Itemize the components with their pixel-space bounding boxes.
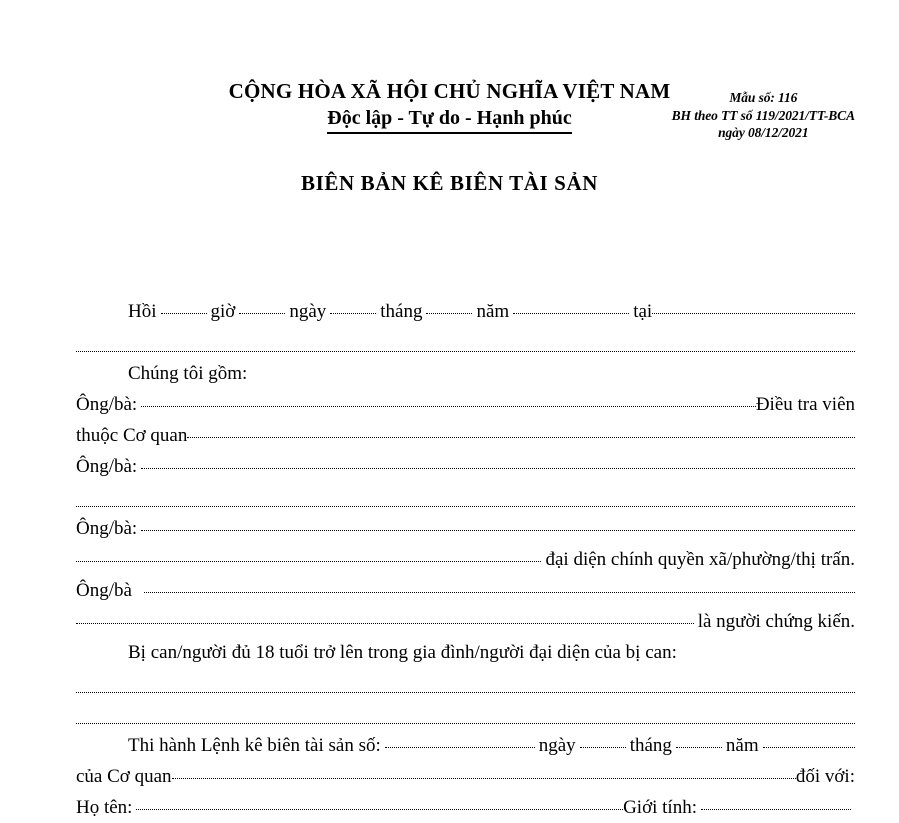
blank-gio[interactable] [161,313,207,314]
blank-gioi-tinh[interactable] [701,809,851,810]
blank-thang[interactable] [330,313,376,314]
label-dai-dien-chinh-quyen: đại diện chính quyền xã/phường/thị trấn. [545,549,855,570]
blank-nam[interactable] [426,313,472,314]
label-ong-ba-2: Ông/bà: [76,456,138,477]
row-witness-label [76,606,855,637]
label-dieu-tra-vien: Điều tra viên [755,394,855,415]
blank-order-nam[interactable] [763,747,855,748]
row-agency [76,420,855,451]
national-motto-text: Độc lập - Tự do - Hạnh phúc [327,105,571,134]
country-name: CỘNG HÒA XÃ HỘI CHỦ NGHĨA VIỆT NAM [228,79,671,103]
label-gio: giờ [210,301,236,322]
label-nam: năm [476,301,510,322]
row-datetime-location [76,296,855,327]
blank-person-2[interactable] [141,468,855,469]
label-ho-ten: Họ tên: [76,797,133,818]
label-doi-voi: đối với: [795,766,855,787]
label-cua-co-quan: của Cơ quan [76,766,172,787]
blank-witness-name[interactable] [144,592,855,593]
row-defendant-heading [76,637,855,668]
blank-agency[interactable] [187,437,855,438]
blank-defendant-2[interactable] [76,699,855,730]
document-title: BIÊN BẢN KÊ BIÊN TÀI SẢN [300,171,598,195]
blank-investigator-name[interactable] [141,406,756,407]
label-order-thang: tháng [629,735,672,756]
blank-location-continued[interactable] [76,327,855,358]
label-thang: tháng [380,301,423,322]
blank-order-ngay[interactable] [580,747,626,748]
blank-nam-value[interactable] [513,313,629,314]
row-local-authority-rep [76,544,855,575]
label-hoi: Hồi [128,301,157,322]
label-order-nam: năm [725,735,759,756]
blank-witness-continued[interactable] [76,623,694,624]
row-person-3 [76,513,855,544]
row-order-execution [76,730,855,761]
blank-person-3-continued[interactable] [76,561,541,562]
label-bi-can: Bị can/người đủ 18 tuổi trở lên trong gia đình/người đại diện của bị can: [128,642,677,663]
blank-ngay[interactable] [239,313,285,314]
label-gioi-tinh: Giới tính: [623,797,697,818]
row-investigator [76,389,855,420]
row-order-agency [76,761,855,792]
label-ong-ba-witness: Ông/bà [76,580,132,601]
form-reference-block [672,89,855,142]
blank-person-3[interactable] [141,530,855,531]
row-witness [76,575,855,606]
blank-order-thang[interactable] [676,747,722,748]
form-date: ngày 08/12/2021 [718,125,809,140]
blank-ho-ten[interactable] [136,809,623,810]
row-person-2 [76,451,855,482]
label-tai: tại [633,301,653,322]
label-thi-hanh-lenh: Thi hành Lệnh kê biên tài sản số: [128,735,381,756]
label-ong-ba-investigator: Ông/bà: [76,394,138,415]
label-ngay: ngày [289,301,327,322]
label-order-ngay: ngày [538,735,576,756]
label-la-nguoi-chung-kien: là người chứng kiến. [697,611,855,632]
form-body [76,296,855,823]
label-ong-ba-3: Ông/bà: [76,518,138,539]
label-chung-toi-gom: Chúng tôi gồm: [128,363,248,384]
form-circular: BH theo TT số 119/2021/TT-BCA [671,107,855,123]
label-thuoc-co-quan: thuộc Cơ quan [76,425,188,446]
blank-order-number[interactable] [385,747,535,748]
row-chung-toi-gom [76,358,855,389]
blank-person-2-continued[interactable] [76,482,855,513]
blank-order-agency[interactable] [172,778,796,779]
blank-tai[interactable] [652,313,855,314]
row-name-gender [76,792,855,823]
form-number: Mẫu số: 116 [729,90,798,105]
blank-defendant-1[interactable] [76,668,855,699]
